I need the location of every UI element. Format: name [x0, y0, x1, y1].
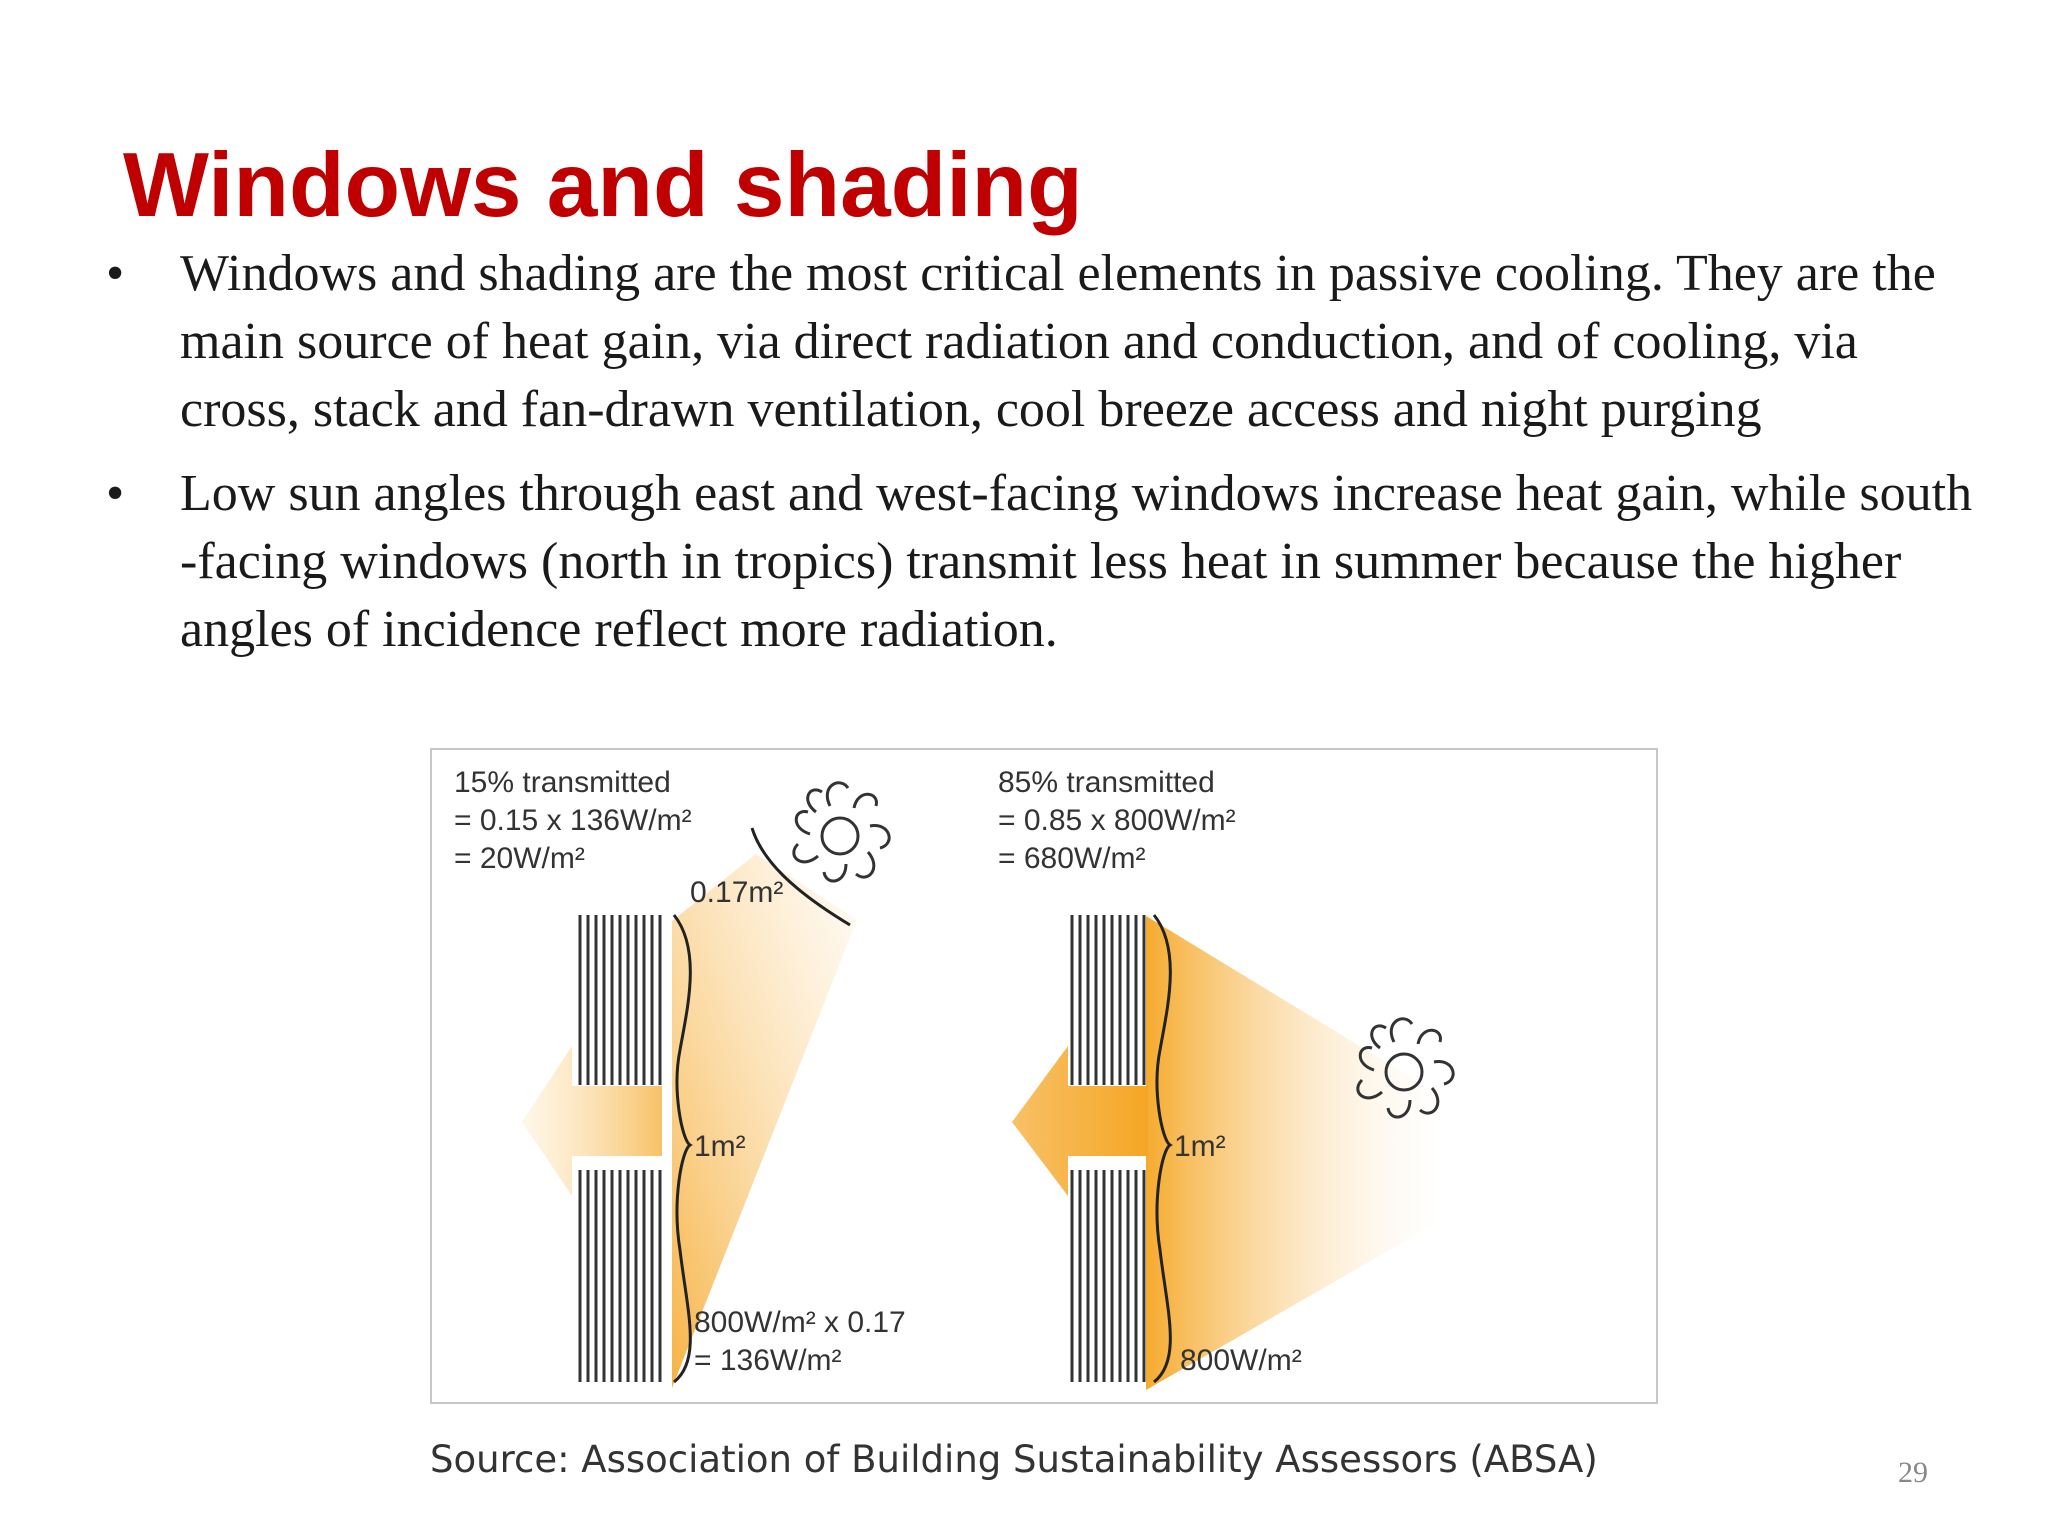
- right-bottom-label: 800W/m²: [1180, 1344, 1302, 1377]
- figure-diagram: [432, 750, 1656, 1402]
- page-number: 29: [1898, 1456, 1928, 1489]
- bullet-list: [96, 240, 1976, 680]
- bullet-marker: •: [106, 465, 125, 522]
- slide-title: Windows and shading: [123, 135, 1083, 236]
- solar-transmission-figure: [430, 748, 1658, 1404]
- right-result-label: = 680W/m²: [998, 842, 1146, 875]
- bullet-text: Low sun angles through east and west-facing windows increase heat gain, while south -facing windows (north in tropics) transmit less heat in summer because the higher angles of incidence reflect more radiation.: [180, 465, 1973, 658]
- bullet-item: [96, 460, 1976, 664]
- right-transmitted-label: 85% transmitted: [998, 766, 1215, 799]
- left-transmitted-label: 15% transmitted: [454, 766, 671, 799]
- bullet-text: Windows and shading are the most critical elements in passive cooling. They are the main source of heat gain, via direct radiation and conduction, and of cooling, via cross, stack and fan-drawn ventilation, cool breeze access and night purging: [180, 245, 1936, 438]
- source-caption: Source: Association of Building Sustainability Assessors (ABSA): [430, 1438, 1598, 1481]
- left-window-label: 1m²: [694, 1130, 746, 1163]
- left-bottom-label-2: = 136W/m²: [694, 1344, 842, 1377]
- left-bottom-label-1: 800W/m² x 0.17: [694, 1306, 906, 1339]
- left-panel: [454, 766, 906, 1388]
- bullet-marker: •: [106, 245, 125, 302]
- left-result-label: = 20W/m²: [454, 842, 585, 875]
- right-panel: [998, 766, 1453, 1390]
- left-sun-icon: [794, 783, 889, 881]
- right-calc-label: = 0.85 x 800W/m²: [998, 804, 1236, 837]
- right-window-label: 1m²: [1174, 1130, 1226, 1163]
- bullet-item: [96, 240, 1976, 444]
- left-calc-label: = 0.15 x 136W/m²: [454, 804, 692, 837]
- left-area-label: 0.17m²: [690, 876, 784, 909]
